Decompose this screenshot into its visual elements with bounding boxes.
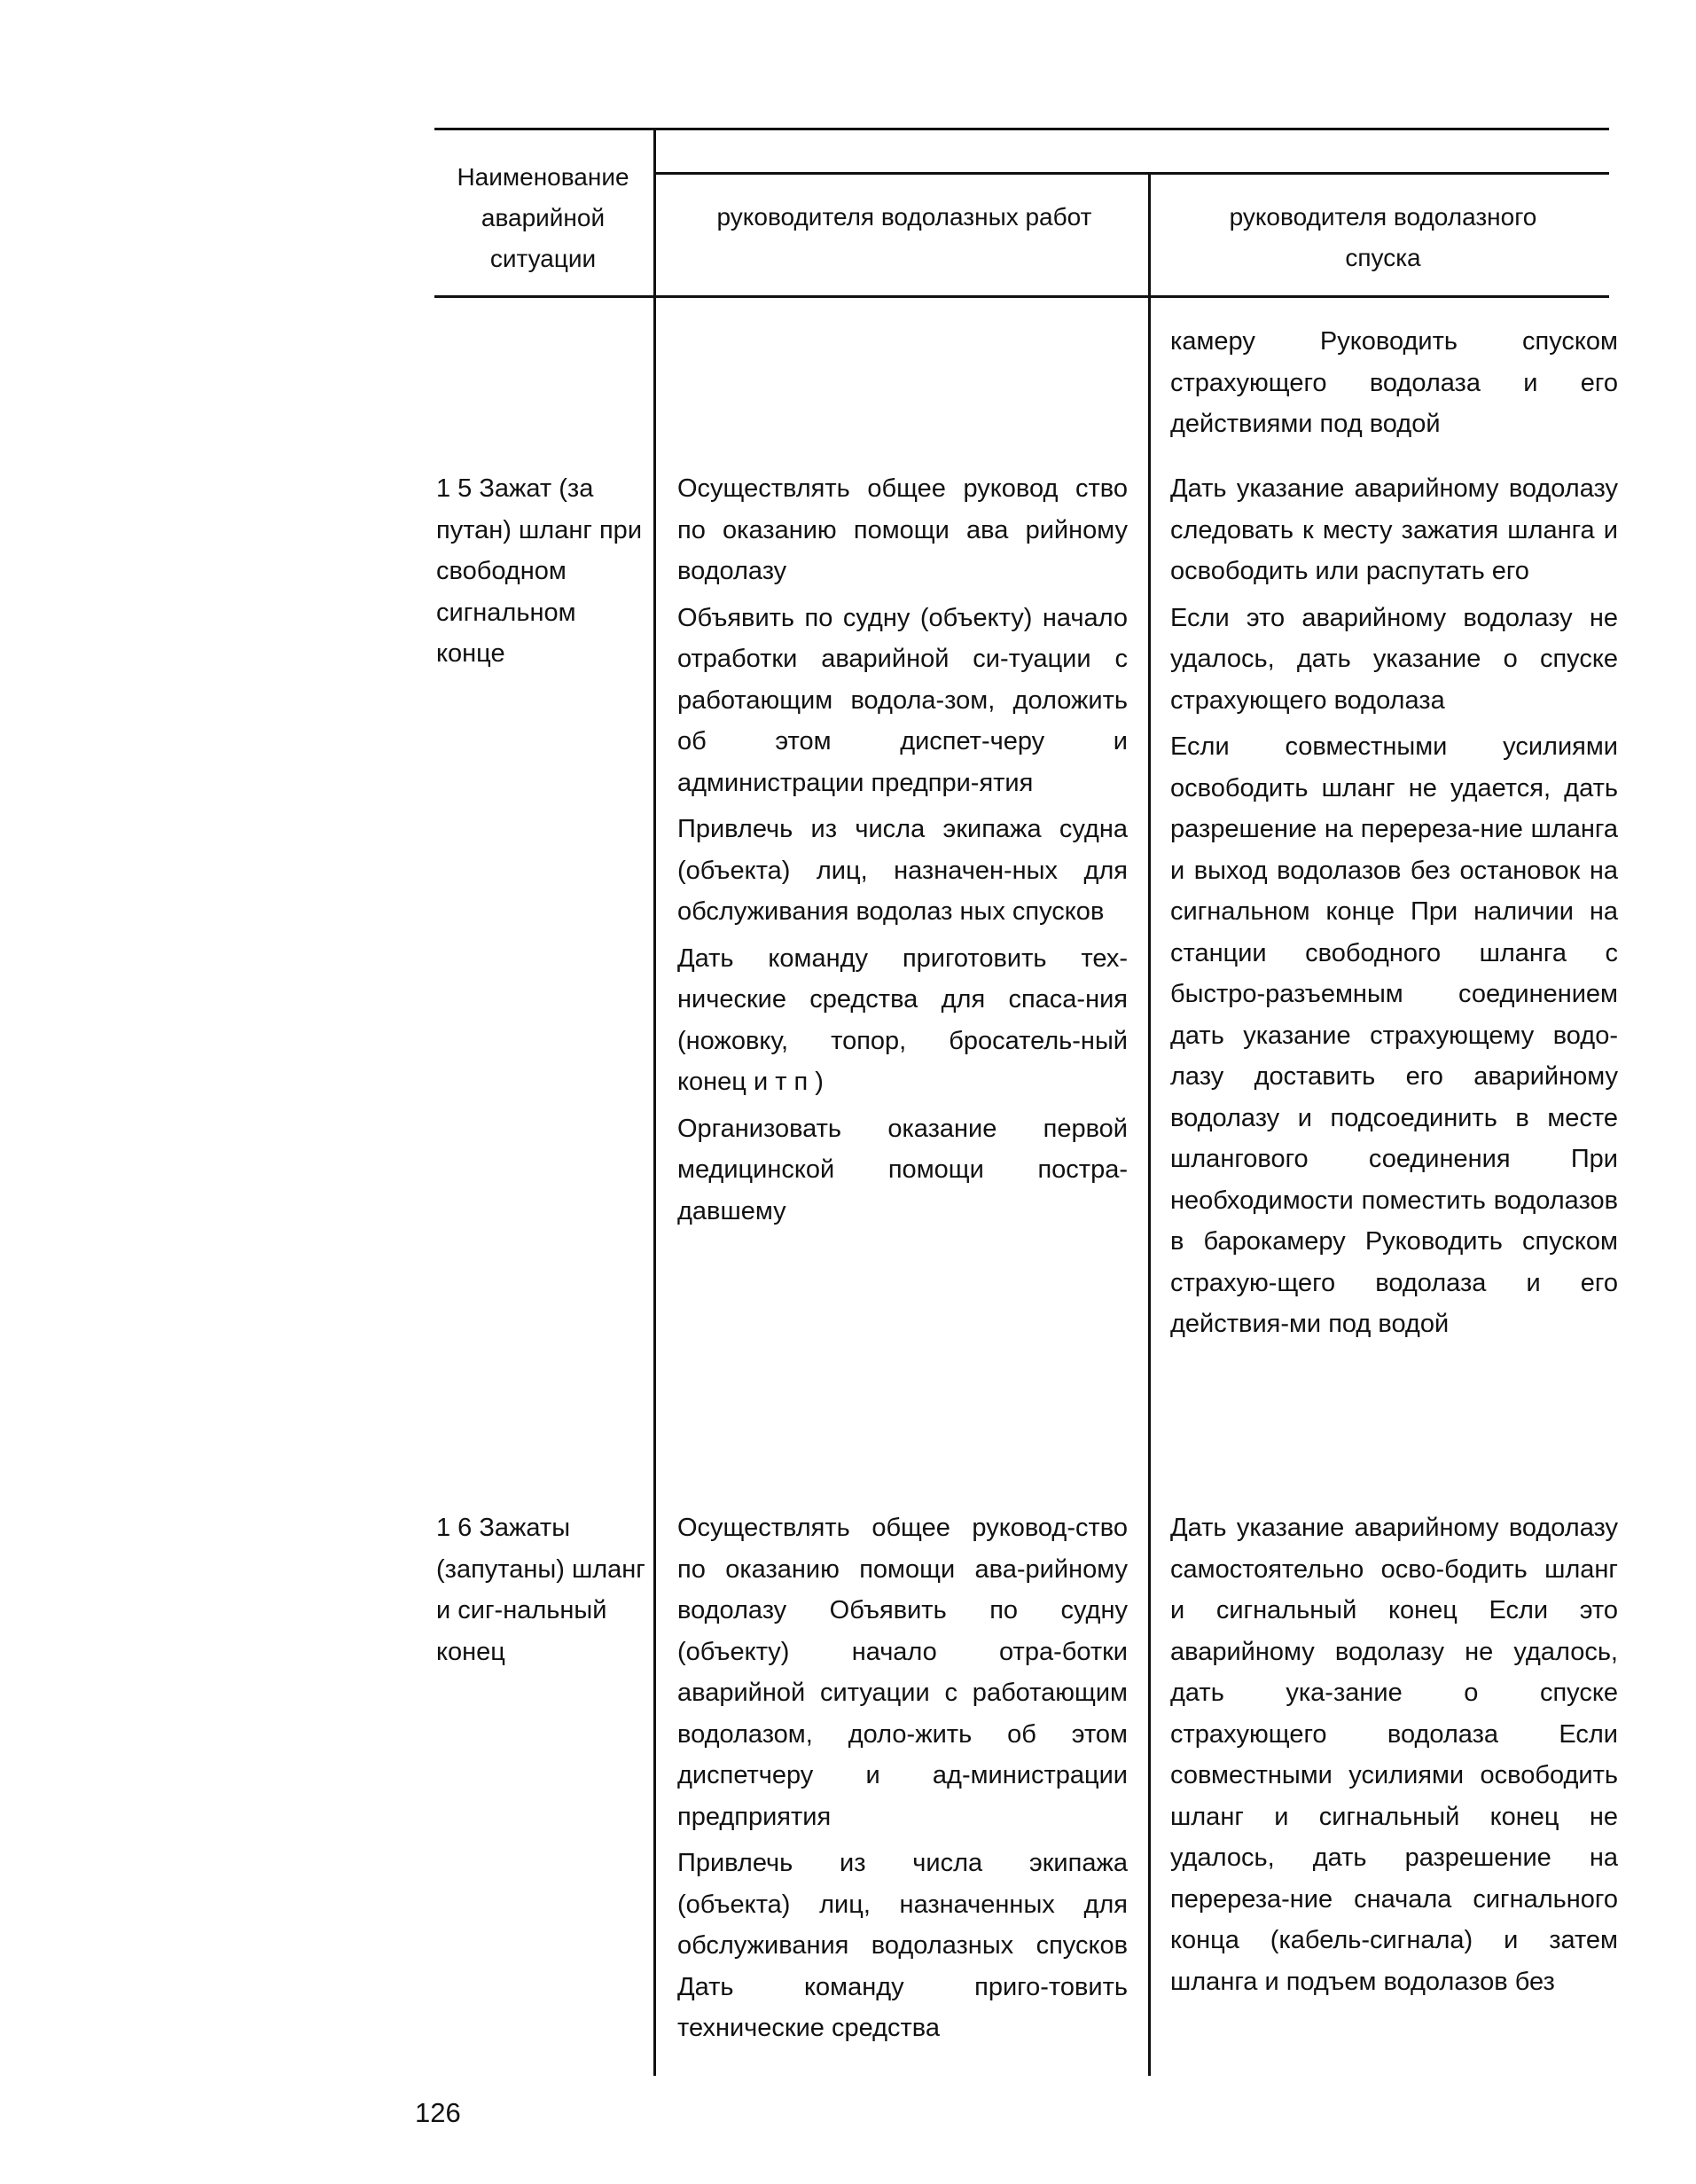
row-1-5-works bbox=[677, 468, 1128, 1237]
situation-text: 1 6 Зажаты (запутаны) шланг и сиг-нальный конец bbox=[436, 1514, 645, 1666]
table-top-rule bbox=[434, 128, 1609, 130]
row-1-6-works bbox=[677, 1507, 1128, 2055]
paragraph: Осуществлять общее руковод ство по оказанию помощи ава рийному водолазу bbox=[677, 474, 1128, 585]
paragraph: Привлечь из числа экипажа судна (объекта) лиц, назначен-ных для обслуживания водолаз ных спусков bbox=[677, 815, 1128, 926]
paragraph: Привлечь из числа экипажа (объекта) лиц, назначенных для обслуживания водолазных спусков Дать команду приго-товить технические средства bbox=[677, 1849, 1128, 2042]
row-1-6-situation bbox=[436, 1507, 646, 1678]
row-1-5-situation bbox=[436, 468, 646, 680]
header-dive-descent-lead: руководителя водолазного спуска bbox=[1229, 203, 1537, 271]
paragraph: Дать указание аварийному водолазу следовать к месту зажатия шланга и освободить или распутать его bbox=[1170, 474, 1618, 585]
row-1-5-descent bbox=[1170, 468, 1618, 1350]
column-divider-2 bbox=[1148, 172, 1151, 2076]
paragraph: Организовать оказание первой медицинской помощи постра-давшему bbox=[677, 1114, 1128, 1225]
paragraph: Дать команду приготовить тех-нические средства для спаса-ния (ножовку, топор, бросатель-ный конец и т п ) bbox=[677, 943, 1128, 1096]
paragraph: Дать указание аварийному водолазу самостоятельно осво-бодить шланг и сигнальный конец Если это аварийному водолазу не удалось, дать ука-зание о спуске страхующего водолаза Если совместными усилиями освободить шланг и сигнальный конец не удалось, дать разрешение на перереза-ние сначала сигнального конца (кабель-сигнала) и затем шланга и подъем водолазов без bbox=[1170, 1514, 1618, 1996]
paragraph: Объявить по судну (объекту) начало отработки аварийной си-туации с работающим водола-зом, доложить об этом диспет-черу и администрации предпри-ятия bbox=[677, 603, 1128, 797]
situation-text: 1 5 Зажат (за путан) шланг при свободном сигнальном конце bbox=[436, 474, 643, 668]
paragraph: камеру Руководить спуском страхующего водолаза и его действиями под водой bbox=[1170, 327, 1618, 438]
paragraph: Если совместными усилиями освободить шланг не удается, дать разрешение на перереза-ние шланга и выход водолазов без остановок на сигнальном конце При наличии на станции свободного шланга с быстро-разъемным соединением дать указание страхующему водо-лазу доставить его аварийному водолазу и подсоединить в месте шлангового соединения При необходимости поместить водолазов в барокамеру Руководить спуском страхую-щего водолаза и его действия-ми под водой bbox=[1170, 732, 1618, 1338]
paragraph: Осуществлять общее руковод-ство по оказанию помощи ава-рийному водолазу Объявить по судну (объекту) начало отра-ботки аварийной ситуации с работающим водолазом, доло-жить об этом диспетчеру и ад-министрации предприятия bbox=[677, 1514, 1128, 1831]
header-situation: Наименование аварийной ситуации bbox=[457, 163, 629, 272]
column-divider-1 bbox=[653, 128, 656, 2076]
paragraph: Если это аварийному водолазу не удалось, дать указание о спуске страхующего водолаза bbox=[1170, 603, 1618, 715]
header-dive-works-lead: руководителя водолазных работ bbox=[716, 203, 1092, 231]
header-subrule bbox=[654, 172, 1609, 175]
header-bottom-rule bbox=[434, 295, 1609, 298]
row-1-6-descent bbox=[1170, 1507, 1618, 2008]
page-number: 126 bbox=[415, 2097, 461, 2128]
row-continuation-descent bbox=[1170, 321, 1618, 450]
